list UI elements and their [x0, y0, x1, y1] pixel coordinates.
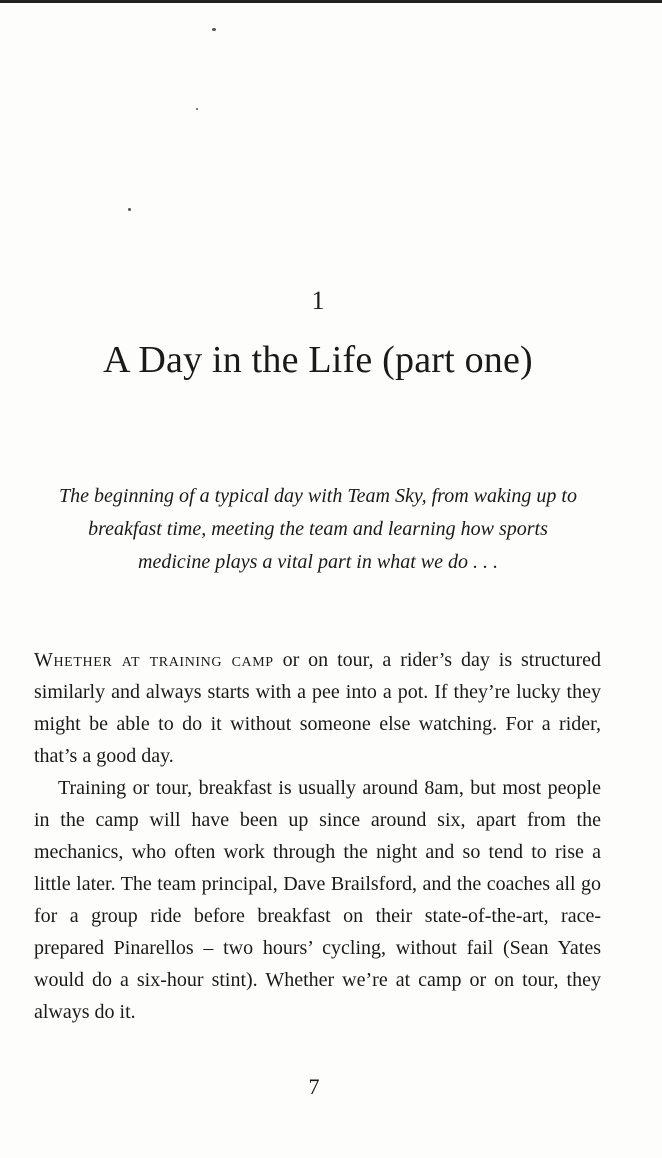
paragraph-text: or on tour, a rider’s day is structured similarly and always starts with a pee into a pot. If they’re lucky they might be able to do it without someone else watching. For a rider, that’s a good day. [34, 649, 601, 767]
page-speck [196, 108, 198, 110]
page-number: 7 [308, 1074, 320, 1099]
paragraph: Training or tour, breakfast is usually around 8am, but most people in the camp will have been up since around six, apart from the mechanics, who often work through the night and so tend to rise a little later. The team principal, Dave Brailsford, and the coaches all go for a group ride before breakfast on their state-of-the-art, race-prepared Pinarellos – two hours’ cycling, without fail (Sean Yates would do a six-hour stint). Whether we’re at camp or on tour, they always do it. [34, 777, 601, 1023]
chapter-number: 1 [311, 286, 325, 315]
page-top-border [0, 0, 662, 3]
paragraph-lead-in: Whether at training camp [34, 649, 274, 671]
paragraph [34, 644, 601, 772]
chapter-title: A Day in the Life (part one) [103, 339, 533, 381]
chapter-epigraph: The beginning of a typical day with Team Sky, from waking up to breakfast time, meeting the team and learning how sports medicine plays a vital part in what we do . . . [59, 485, 577, 573]
body-text [34, 644, 601, 1028]
page-speck [128, 208, 131, 211]
page-speck [212, 28, 216, 31]
